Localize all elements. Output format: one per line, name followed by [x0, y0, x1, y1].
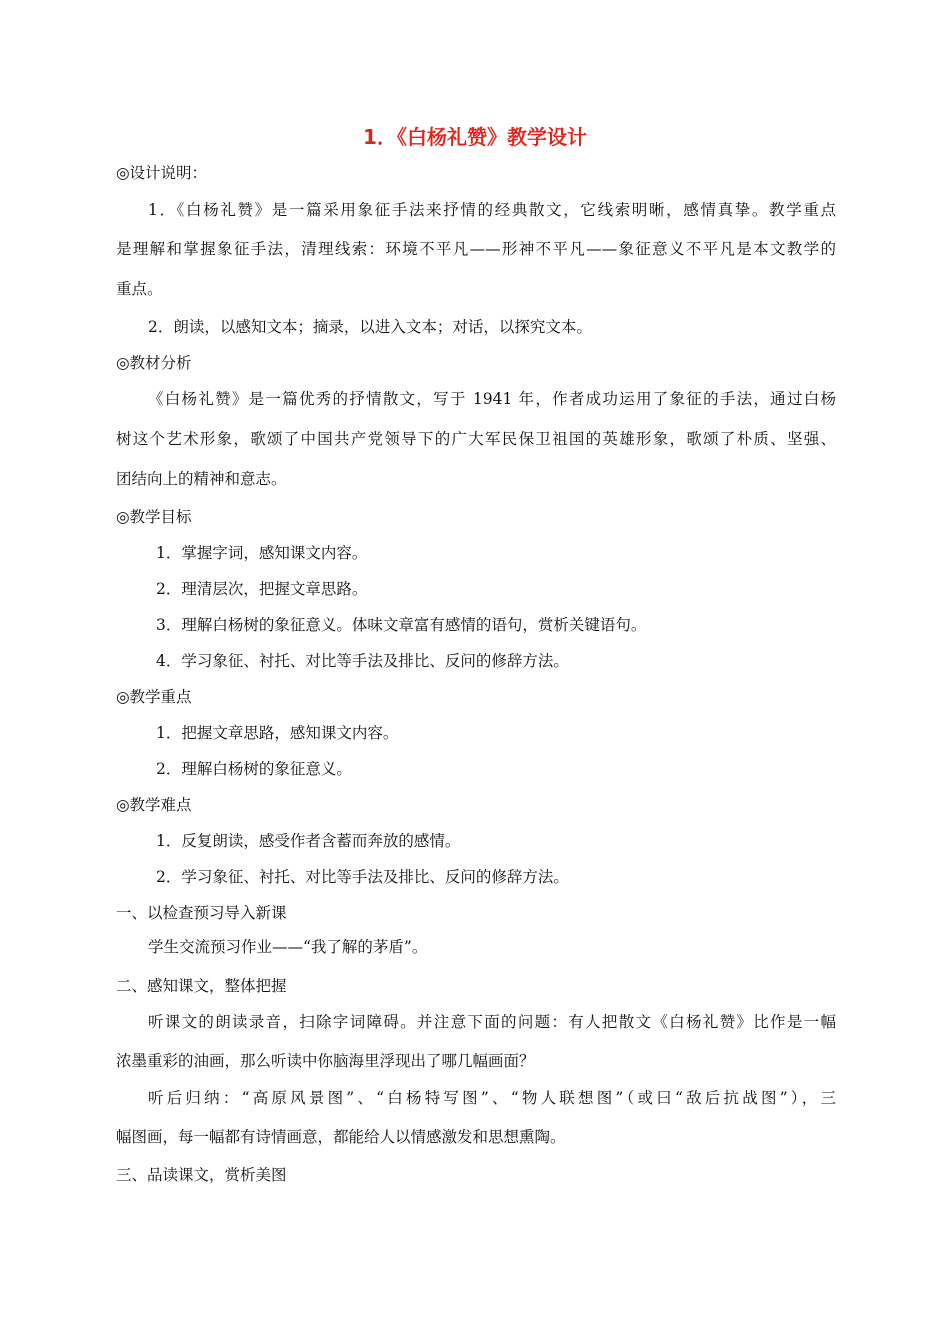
section-heading-part-three: 三、品读课文，赏析美图 — [116, 1166, 287, 1184]
section-heading-key-points: ◎教学重点 — [116, 688, 192, 706]
list-item: 3．理解白杨树的象征意义。体味文章富有感情的语句，赏析关键语句。 — [156, 616, 647, 634]
paragraph-line: 2．朗读，以感知文本；摘录，以进入文本；对话，以探究文本。 — [148, 318, 592, 336]
section-heading-part-one: 一、以检查预习导入新课 — [116, 904, 287, 922]
paragraph-line: 树这个艺术形象，歌颂了中国共产党领导下的广大军民保卫祖国的英雄形象，歌颂了朴质、坚强、 — [116, 430, 836, 448]
paragraph-line: 学生交流预习作业——“我了解的茅盾”。 — [148, 938, 428, 956]
section-heading-part-two: 二、感知课文，整体把握 — [116, 977, 287, 995]
list-item: 2．学习象征、衬托、对比等手法及排比、反问的修辞方法。 — [156, 868, 569, 886]
list-item: 2．理清层次，把握文章思路。 — [156, 580, 368, 598]
section-heading-difficulties: ◎教学难点 — [116, 796, 192, 814]
paragraph-line: 是理解和掌握象征手法，清理线索：环境不平凡——形神不平凡——象征意义不平凡是本文教学的 — [116, 240, 836, 258]
paragraph-line: 团结向上的精神和意志。 — [116, 470, 287, 488]
paragraph-line: 重点。 — [116, 280, 163, 298]
list-item: 2．理解白杨树的象征意义。 — [156, 760, 352, 778]
list-item: 1．把握文章思路，感知课文内容。 — [156, 724, 399, 742]
section-heading-teaching-goals: ◎教学目标 — [116, 508, 192, 526]
section-heading-design-notes: ◎设计说明： — [116, 164, 208, 182]
paragraph-line: 听课文的朗读录音，扫除字词障碍。并注意下面的问题：有人把散文《白杨礼赞》比作是一幅 — [148, 1013, 836, 1031]
list-item: 4．学习象征、衬托、对比等手法及排比、反问的修辞方法。 — [156, 652, 569, 670]
list-item: 1．反复朗读，感受作者含蓄而奔放的感情。 — [156, 832, 461, 850]
document-title: 1．《白杨礼赞》教学设计 — [363, 125, 587, 149]
paragraph-line: 1．《白杨礼赞》是一篇采用象征手法来抒情的经典散文，它线索明晰，感情真挚。教学重点 — [148, 201, 836, 219]
section-heading-material-analysis: ◎教材分析 — [116, 354, 192, 372]
paragraph-line: 浓墨重彩的油画，那么听读中你脑海里浮现出了哪几幅画面？ — [116, 1052, 535, 1070]
paragraph-line: 《白杨礼赞》是一篇优秀的抒情散文，写于 1941 年，作者成功运用了象征的手法，通过白杨 — [148, 390, 836, 408]
paragraph-line: 听后归纳：“高原风景图”、“白杨特写图”、“物人联想图”（或曰“敌后抗战图”），三 — [148, 1089, 836, 1107]
list-item: 1．掌握字词，感知课文内容。 — [156, 544, 368, 562]
paragraph-line: 幅图画，每一幅都有诗情画意，都能给人以情感激发和思想熏陶。 — [116, 1128, 566, 1146]
